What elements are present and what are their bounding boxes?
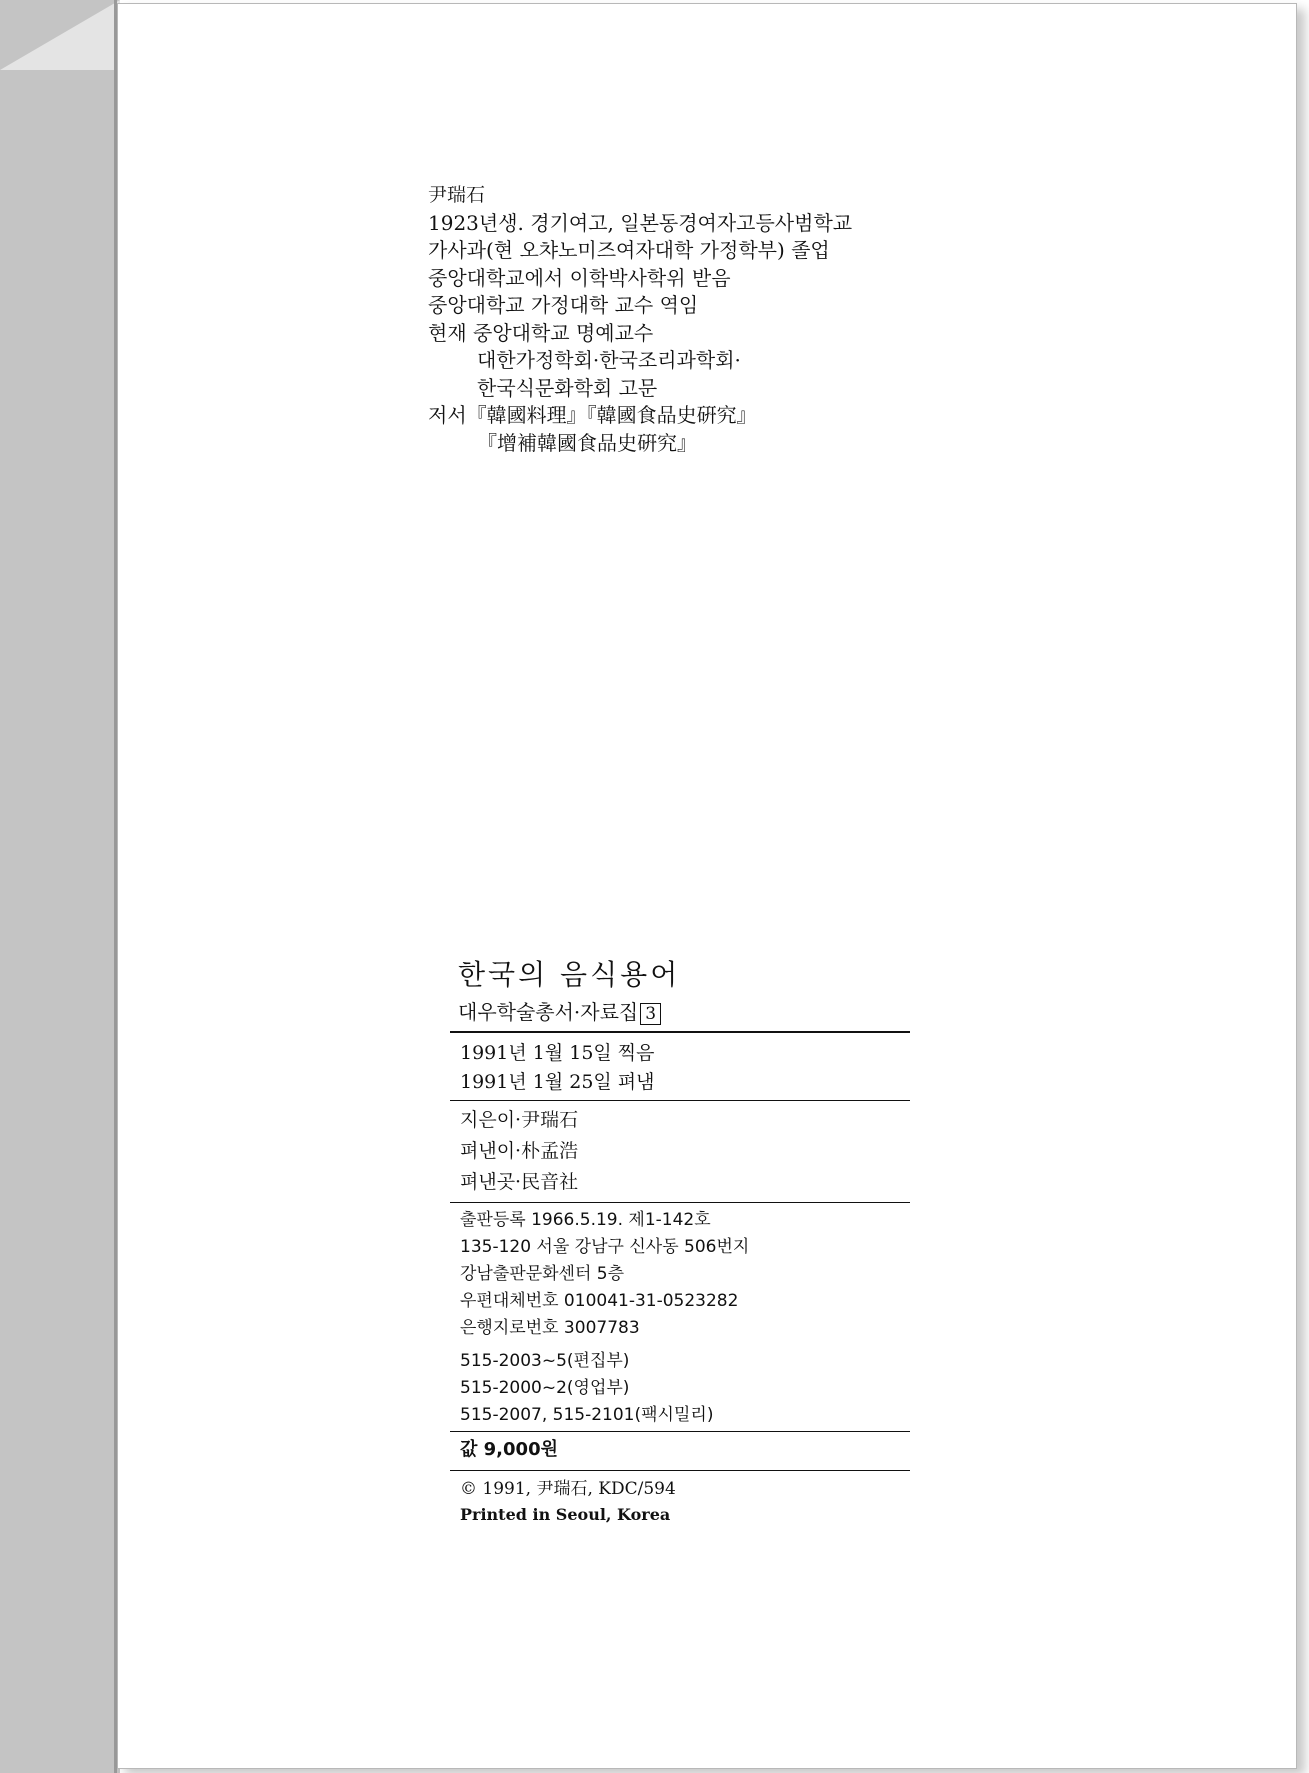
price: 값 9,000원 <box>460 1439 558 1460</box>
publisher-company: 펴낸곳·民音社 <box>460 1171 579 1193</box>
bio-line: 중앙대학교에서 이학박사학위 받음 <box>428 265 731 290</box>
printed-in: Printed in Seoul, Korea <box>460 1505 671 1524</box>
phone-sales: 515-2000~2(영업부) <box>460 1378 630 1398</box>
bank-giro: 은행지로번호 3007783 <box>460 1318 640 1338</box>
bio-affiliation: 대한가정학회·한국조리과학회· <box>477 348 741 372</box>
printed-date: 1991년 1월 15일 찍음 <box>460 1042 655 1064</box>
author-credit: 지은이·尹瑞石 <box>460 1109 579 1131</box>
book-spine <box>0 0 120 1773</box>
author-bio <box>428 182 988 457</box>
credits-block <box>450 1101 910 1202</box>
copyright: © 1991, 尹瑞石, KDC/594 <box>460 1479 676 1499</box>
price-block <box>450 1432 910 1470</box>
phone-fax: 515-2007, 515-2101(팩시밀리) <box>460 1405 714 1425</box>
series-number: 3 <box>640 1003 661 1025</box>
copyright-block <box>450 1471 910 1526</box>
publisher-info <box>450 1203 910 1431</box>
address-line: 135-120 서울 강남구 신사동 506번지 <box>460 1237 750 1257</box>
publisher-person: 펴낸이·朴孟浩 <box>460 1140 579 1162</box>
book-title: 한국의 음식용어 <box>458 958 681 991</box>
date-block <box>450 1033 910 1100</box>
bio-line: 가사과(현 오챠노미즈여자대학 가정학부) 졸업 <box>428 238 830 262</box>
phone-editorial: 515-2003~5(편집부) <box>460 1351 630 1371</box>
bio-line: 1923년생. 경기여고, 일본동경여자고등사범학교 <box>428 210 853 235</box>
registration: 출판등록 1966.5.19. 제1-142호 <box>460 1210 711 1230</box>
address-line: 강남출판문화센터 5층 <box>460 1264 625 1284</box>
colophon <box>450 955 910 1526</box>
postal-transfer: 우편대체번호 010041-31-0523282 <box>460 1291 739 1311</box>
spine-top-bevel <box>0 0 120 70</box>
author-name: 尹瑞石 <box>428 184 486 206</box>
bio-works: 저서『韓國料理』『韓國食品史硏究』 <box>428 403 757 427</box>
bio-works-more: 『增補韓國食品史硏究』 <box>477 430 697 455</box>
series-name: 대우학술총서·자료집 <box>458 1000 639 1024</box>
published-date: 1991년 1월 25일 펴냄 <box>460 1070 655 1093</box>
bio-affiliation: 한국식문화학회 고문 <box>477 375 658 400</box>
series-line <box>450 995 910 1031</box>
bio-line: 중앙대학교 가정대학 교수 역임 <box>428 293 699 317</box>
bio-line: 현재 중앙대학교 명예교수 <box>428 320 654 345</box>
